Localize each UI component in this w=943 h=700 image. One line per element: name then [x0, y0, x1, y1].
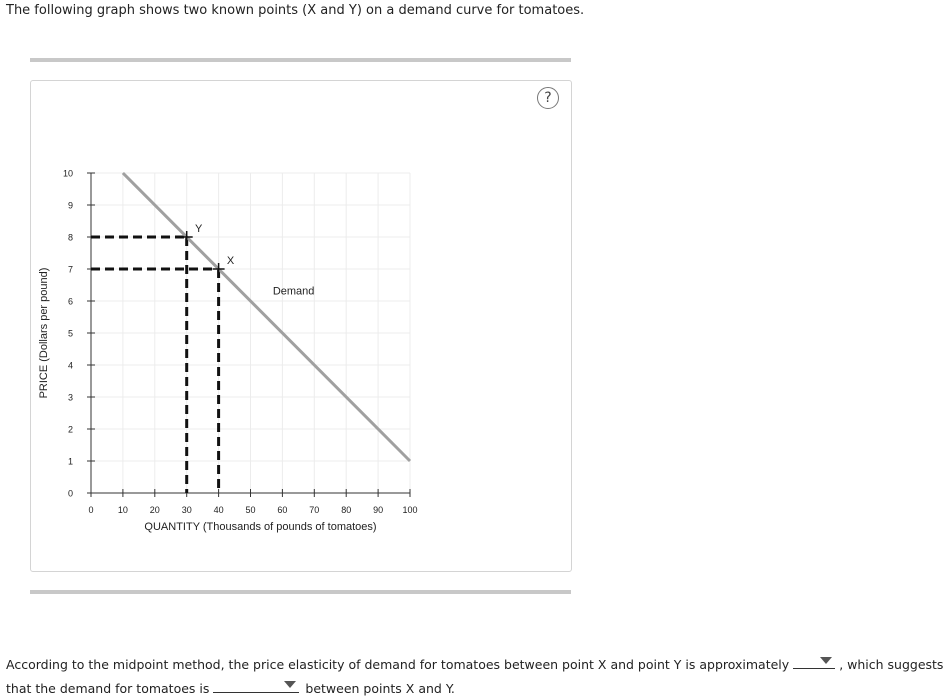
question-text-1: According to the midpoint method, the price elasticity of demand for tomatoes between point X and point Y is approximately [6, 657, 790, 672]
y-tick-label: 4 [67, 360, 73, 371]
x-tick-label: 50 [245, 505, 256, 515]
y-tick-label: 2 [67, 424, 73, 435]
x-tick-label: 40 [213, 505, 224, 515]
question-text-2: , which suggests [839, 657, 943, 672]
y-tick-label: 1 [67, 456, 73, 467]
question-line-2 [6, 679, 455, 696]
y-tick-label: 9 [67, 200, 73, 211]
chart-markers [181, 223, 235, 275]
chart-series [123, 173, 410, 461]
chart-ticks [63, 169, 418, 516]
x-tick-label: 10 [117, 505, 128, 515]
x-tick-label: 30 [181, 505, 192, 515]
point-label: Y [195, 223, 203, 235]
y-tick-label: 8 [67, 232, 73, 243]
question-text-4: between points X and Y. [305, 681, 455, 696]
intro-text: The following graph shows two known points (X and Y) on a demand curve for tomatoes. [6, 3, 585, 18]
y-tick-label: 7 [67, 264, 73, 275]
x-tick-label: 0 [88, 505, 94, 515]
point-label: X [226, 255, 235, 267]
bottom-divider [30, 590, 571, 594]
help-icon[interactable]: ? [537, 87, 559, 109]
question-text-3: that the demand for tomatoes is [6, 681, 210, 696]
x-tick-label: 70 [309, 505, 320, 515]
x-tick-label: 100 [402, 505, 418, 515]
x-tick-label: 20 [149, 505, 160, 515]
y-tick-label: 10 [62, 168, 73, 179]
elasticity-type-dropdown[interactable] [213, 679, 299, 693]
question-line-1 [6, 655, 943, 672]
chevron-down-icon [284, 681, 296, 688]
chevron-down-icon [820, 657, 832, 664]
elasticity-value-dropdown[interactable] [793, 655, 835, 669]
x-tick-label: 80 [341, 505, 352, 515]
y-tick-label: 0 [67, 488, 73, 499]
y-axis-label: PRICE (Dollars per pound) [38, 267, 50, 399]
y-tick-label: 5 [67, 328, 73, 339]
chart-grid [91, 173, 410, 493]
x-tick-label: 60 [277, 505, 288, 515]
demand-label: Demand [272, 285, 315, 298]
x-axis-label: QUANTITY (Thousands of pounds of tomatoes) [144, 521, 377, 533]
x-tick-label: 90 [373, 505, 384, 515]
y-tick-label: 3 [67, 392, 73, 403]
y-tick-label: 6 [67, 296, 73, 307]
demand-line [123, 173, 410, 461]
